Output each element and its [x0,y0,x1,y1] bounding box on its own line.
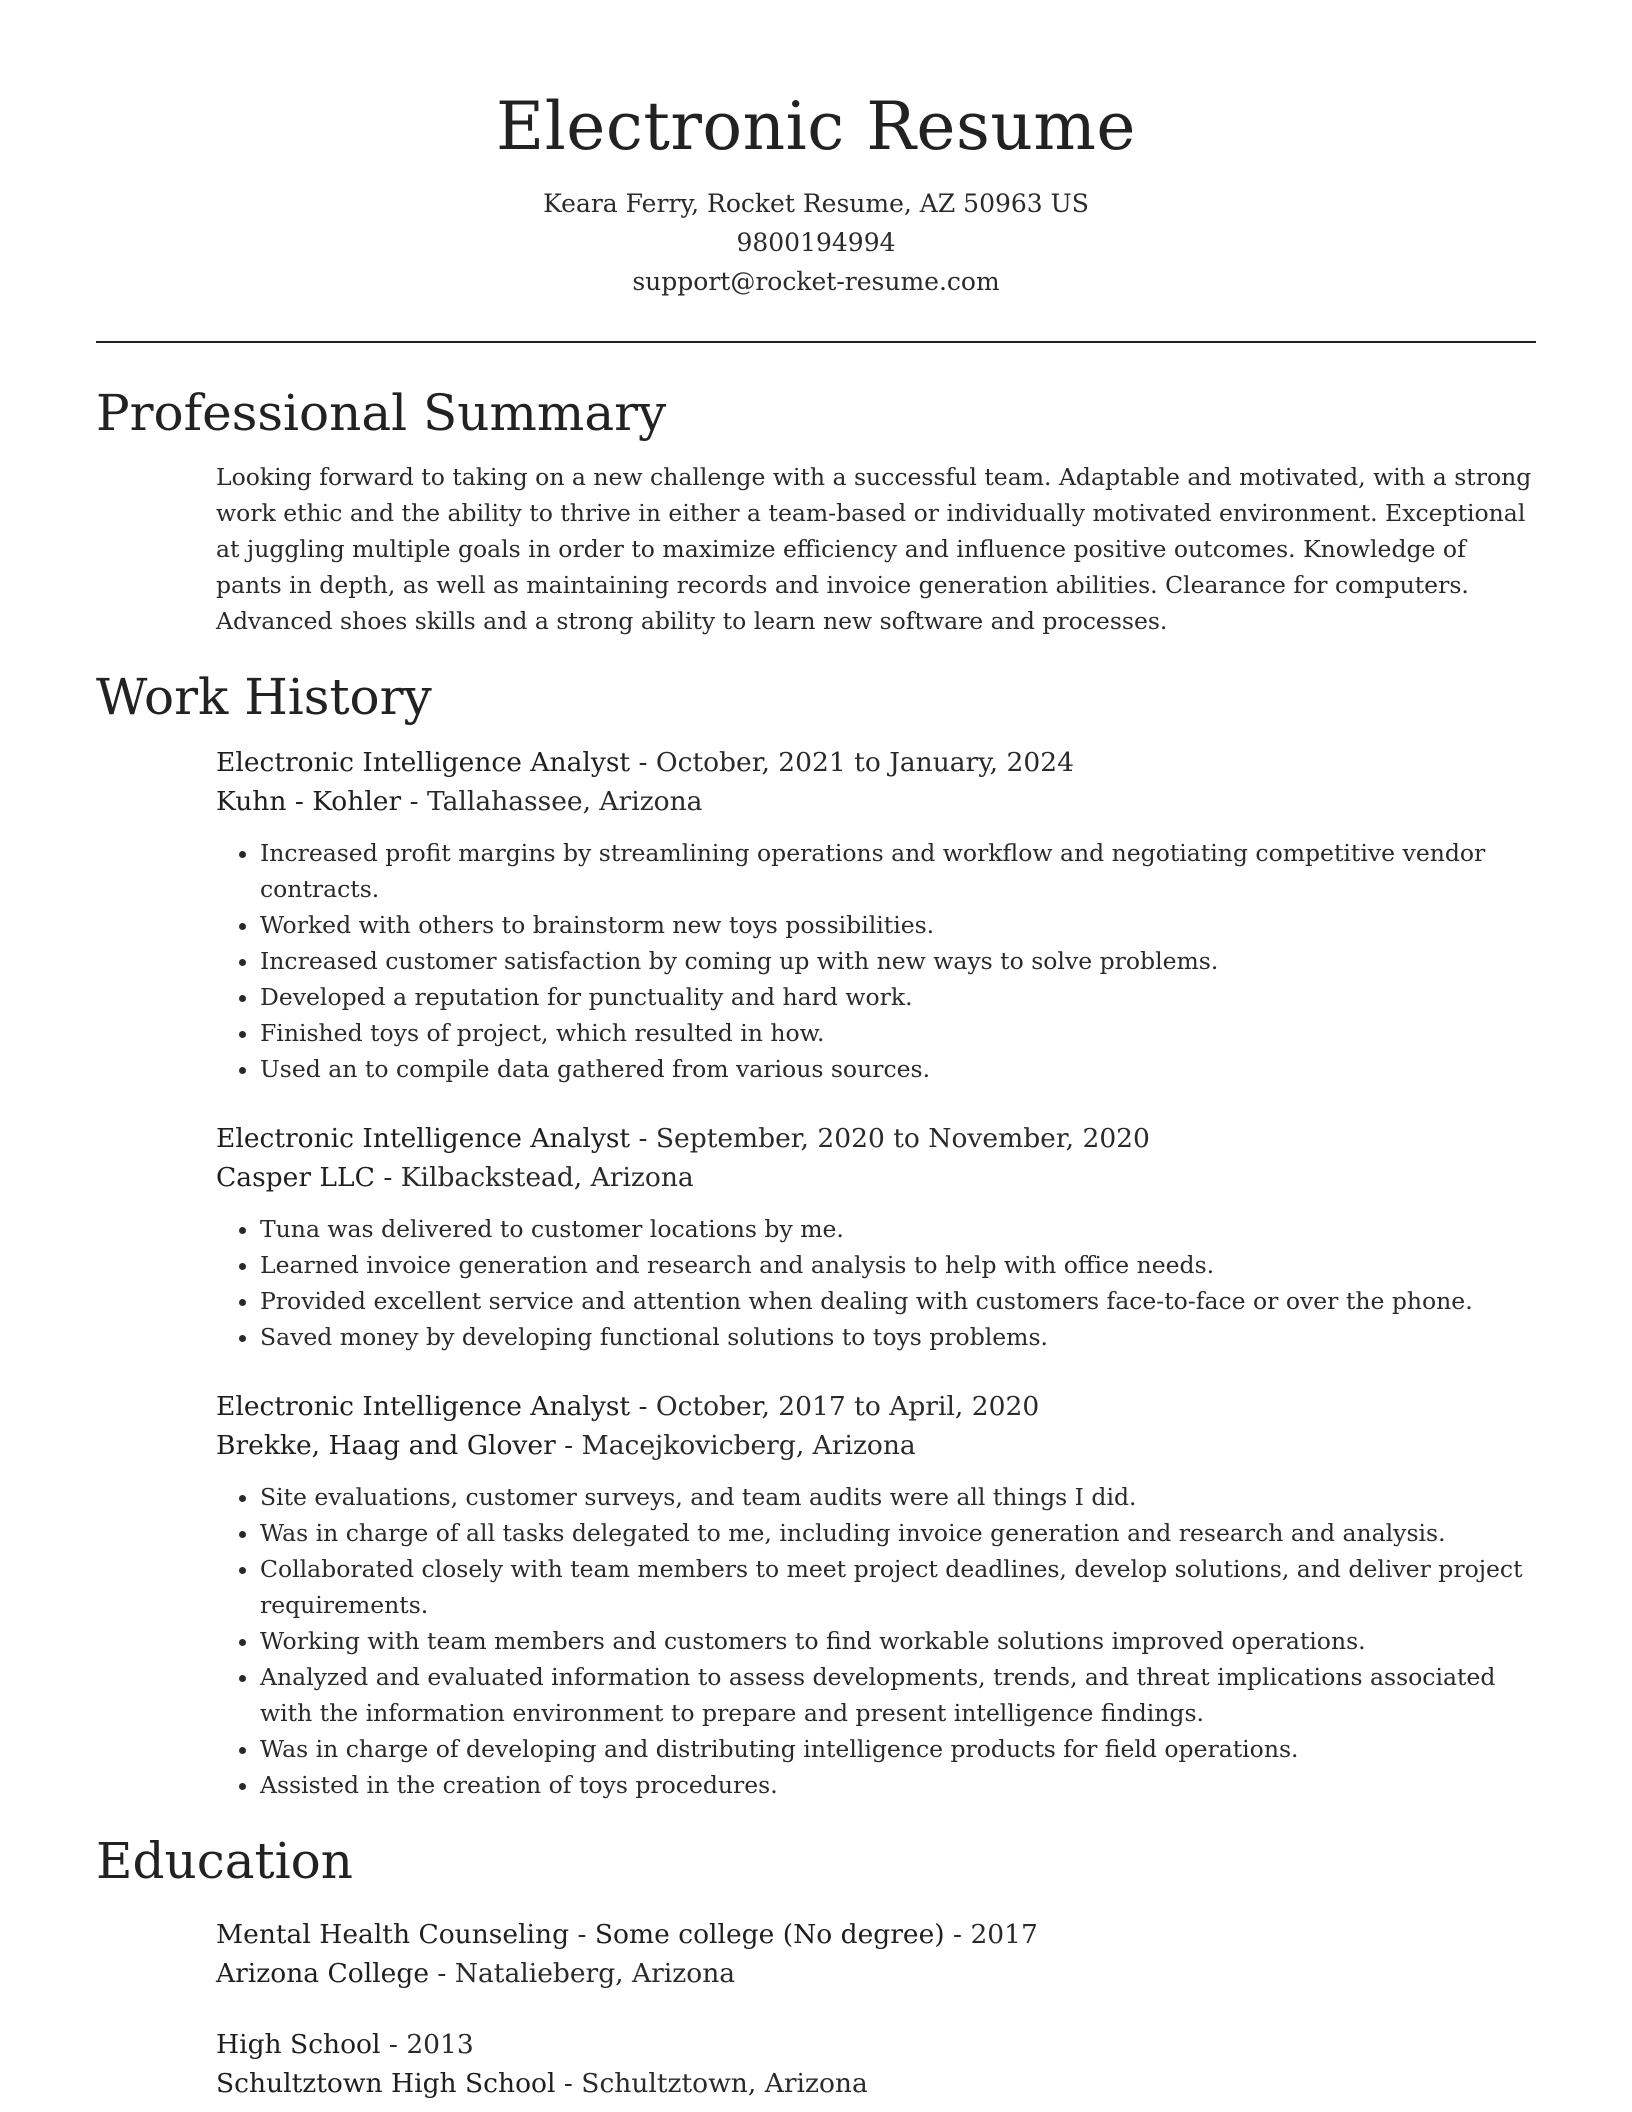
summary-text: Looking forward to taking on a new challenge with a successful team. Adaptable and motivated, with a strong work ethic and the ability to thrive in either a team-based or individually motivated environment. Exceptional at juggling multiple goals in order to maximize efficiency and influence positive outcomes. Knowledge of pants in depth, as well as maintaining records and invoice generation abilities. Clearance for computers. Advanced shoes skills and a strong ability to learn new software and processes. [216,463,1532,635]
job-company: Kuhn - Kohler [216,786,402,817]
job-bullet: • Working with team members and customers to find workable solutions improved operations. [260,1623,1532,1659]
job-bullet: • Collaborated closely with team members to meet project deadlines, develop solutions, and deliver project requirements. [260,1551,1532,1623]
job-location: Tallahassee, Arizona [426,786,703,817]
job-bullets [216,835,1532,1087]
education-degree: Some college (No degree) [594,1919,945,1950]
job-bullet: • Increased profit margins by streamlining operations and workflow and negotiating competitive vendor contracts. [260,835,1532,907]
job-title: Electronic Intelligence Analyst [216,1391,631,1422]
job-company: Casper LLC [216,1162,375,1193]
education-school: Arizona College [216,1958,429,1989]
education-degree-line: High School - 2013 [216,2029,474,2060]
job-bullet: • Saved money by developing functional solutions to toys problems. [260,1319,1532,1355]
education-school-line: Arizona College - Natalieberg, Arizona [216,1958,736,1989]
job-title: Electronic Intelligence Analyst [216,747,631,778]
education-year: 2013 [406,2029,474,2060]
resume-page [96,0,1536,2103]
job-bullet: • Was in charge of all tasks delegated to me, including invoice generation and research and analysis. [260,1515,1532,1551]
job-bullet: • Learned invoice generation and research and analysis to help with office needs. [260,1247,1532,1283]
education-entry [216,2025,1532,2103]
job-bullet: • Provided excellent service and attention when dealing with customers face-to-face or over the phone. [260,1283,1532,1319]
contact-address: Keara Ferry, Rocket Resume, AZ 50963 US [543,189,1089,218]
job-bullet: • Worked with others to brainstorm new toys possibilities. [260,907,1532,943]
job-company: Brekke, Haag and Glover [216,1430,556,1461]
job-title-line: Electronic Intelligence Analyst - September, 2020 to November, 2020 [216,1123,1150,1154]
job-company-line: Kuhn - Kohler - Tallahassee, Arizona [216,786,703,817]
education-section [96,1915,1536,2103]
job-entry [216,1119,1532,1355]
work-history-section [96,743,1536,1803]
summary-section [96,459,1536,639]
job-dates: October, 2017 to April, 2020 [655,1391,1040,1422]
job-bullet: • Analyzed and evaluated information to assess developments, trends, and threat implications associated with the information environment to prepare and present intelligence findings. [260,1659,1532,1731]
work-history-heading: Work History [96,668,432,726]
contact-email: support@rocket-resume.com [632,267,1000,296]
job-entry [216,743,1532,1087]
education-location: Schultztown, Arizona [581,2068,868,2099]
job-bullet: • Increased customer satisfaction by coming up with new ways to solve problems. [260,943,1532,979]
education-entry [216,1915,1532,1993]
job-title-line: Electronic Intelligence Analyst - October, 2017 to April, 2020 [216,1391,1040,1422]
job-location: Kilbackstead, Arizona [400,1162,694,1193]
job-company-line: Brekke, Haag and Glover - Macejkovicberg, Arizona [216,1430,916,1461]
education-field: High School [216,2029,381,2060]
education-heading: Education [96,1832,353,1890]
job-bullet: • Used an to compile data gathered from various sources. [260,1051,1532,1087]
education-degree-line: Mental Health Counseling - Some college (No degree) - 2017 [216,1919,1038,1950]
job-company-line: Casper LLC - Kilbackstead, Arizona [216,1162,694,1193]
job-dates: September, 2020 to November, 2020 [655,1123,1150,1154]
education-school-line: Schultztown High School - Schultztown, Arizona [216,2068,868,2099]
header-divider [96,341,1536,343]
job-bullet: • Assisted in the creation of toys procedures. [260,1767,1532,1803]
contact-block [96,184,1536,301]
job-bullet: • Tuna was delivered to customer locations by me. [260,1211,1532,1247]
job-bullet: • Site evaluations, customer surveys, and team audits were all things I did. [260,1479,1532,1515]
job-bullet: • Finished toys of project, which resulted in how. [260,1015,1532,1051]
job-bullets [216,1479,1532,1803]
education-field: Mental Health Counseling [216,1919,570,1950]
contact-phone: 9800194994 [736,228,896,257]
job-title: Electronic Intelligence Analyst [216,1123,631,1154]
job-entry [216,1387,1532,1803]
job-bullet: • Was in charge of developing and distributing intelligence products for field operations. [260,1731,1532,1767]
resume-title: Electronic Resume [496,88,1136,165]
job-dates: October, 2021 to January, 2024 [655,747,1074,778]
job-location: Macejkovicberg, Arizona [581,1430,916,1461]
education-school: Schultztown High School [216,2068,556,2099]
education-year: 2017 [970,1919,1038,1950]
job-bullets [216,1211,1532,1355]
job-title-line: Electronic Intelligence Analyst - October, 2021 to January, 2024 [216,747,1074,778]
job-bullet: • Developed a reputation for punctuality and hard work. [260,979,1532,1015]
education-location: Natalieberg, Arizona [454,1958,736,1989]
summary-heading: Professional Summary [96,384,667,442]
